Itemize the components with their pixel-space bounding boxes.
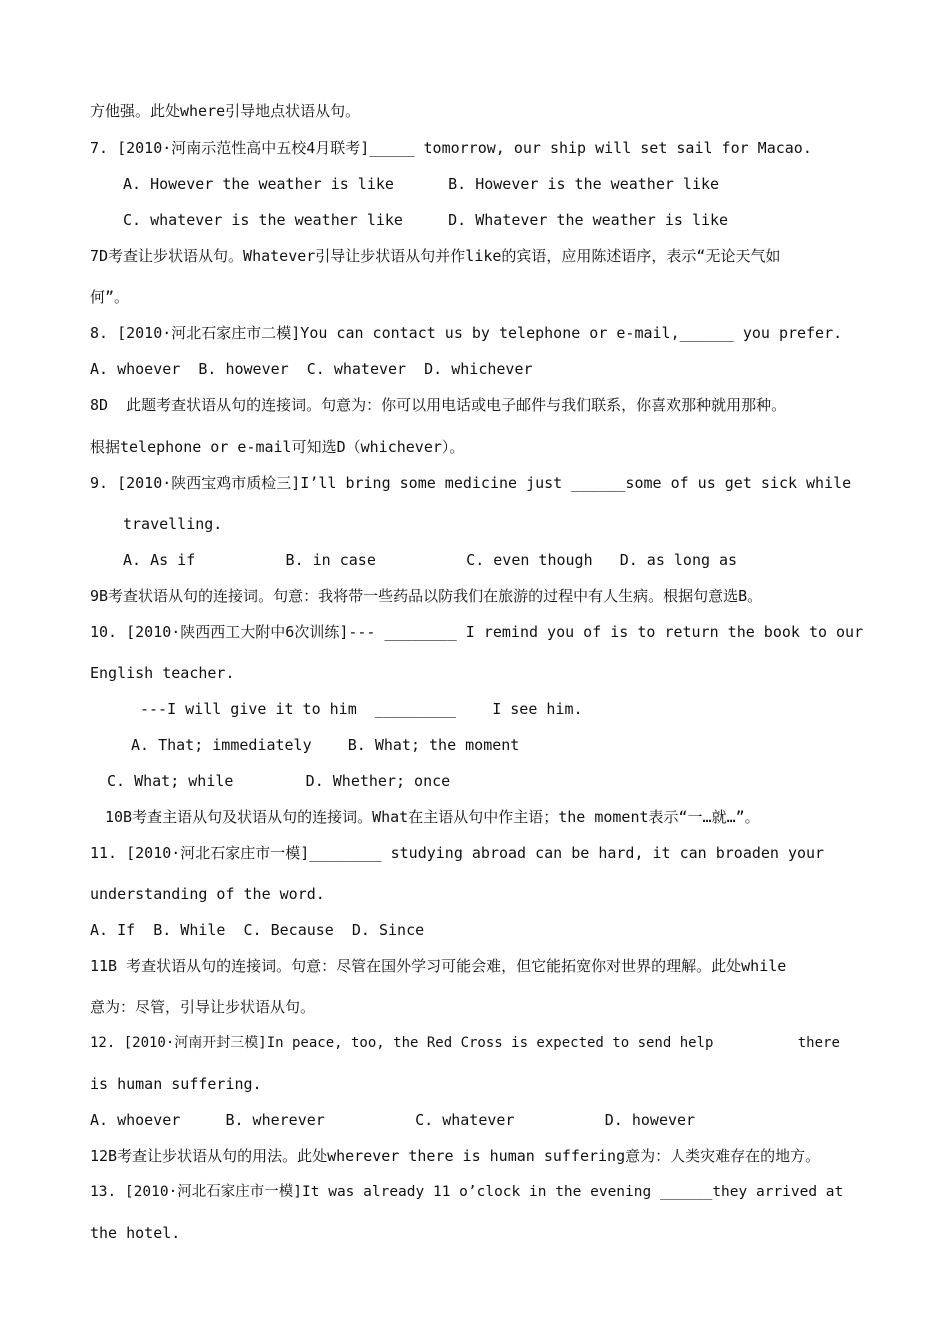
question-10-reply: ---I will give it to him _________ I see him. <box>140 700 583 718</box>
question-9: 9. [2010·陕西宝鸡市质检三]I’ll bring some medicine just ______some of us get sick while <box>90 474 852 492</box>
question-10: 10. [2010·陕西西工大附中6次训练]--- ________ I remind you of is to return the book to our <box>90 623 864 641</box>
question-7: 7. [2010·河南示范性高中五校4月联考]_____ tomorrow, our ship will set sail for Macao. <box>90 139 812 157</box>
question-9-cont: travelling. <box>123 515 223 533</box>
answer-8: 8D 此题考查状语从句的连接词。句意为：你可以用电话或电子邮件与我们联系，你喜欢那种就用那种。 <box>90 396 787 414</box>
question-8: 8. [2010·河北石家庄市二模]You can contact us by telephone or e-mail,______ you prefer. <box>90 324 843 342</box>
question-7-options-ab: A. However the weather is like B. However is the weather like <box>123 175 720 193</box>
question-10-cont: English teacher. <box>90 664 235 682</box>
question-12-cont: is human suffering. <box>90 1075 262 1093</box>
answer-12: 12B考查让步状语从句的用法。此处wherever there is human suffering意为：人类灾难存在的地方。 <box>90 1147 821 1165</box>
question-11-cont: understanding of the word. <box>90 885 325 903</box>
question-11-options: A. If B. While C. Because D. Since <box>90 921 425 939</box>
question-12: 12. [2010·河南开封三模]In peace, too, the Red Cross is expected to send help there <box>90 1035 840 1051</box>
answer-7: 7D考查让步状语从句。Whatever引导让步状语从句并作like的宾语，应用陈述语序，表示“无论天气如 <box>90 247 781 265</box>
answer-7-cont: 何”。 <box>90 288 130 306</box>
answer-9: 9B考查状语从句的连接词。句意：我将带一些药品以防我们在旅游的过程中有人生病。根据句意选B。 <box>90 587 763 605</box>
question-7-options-cd: C. whatever is the weather like D. Whatever the weather is like <box>123 211 729 229</box>
question-10-options-cd: C. What; while D. Whether; once <box>107 772 451 790</box>
text-line: 方他强。此处where引导地点状语从句。 <box>90 102 361 120</box>
question-8-options: A. whoever B. however C. whatever D. whichever <box>90 360 533 378</box>
question-9-options: A. As if B. in case C. even though D. as long as <box>123 551 738 569</box>
question-13: 13. [2010·河北石家庄市一模]It was already 11 o’clock in the evening ______they arrived at <box>90 1184 844 1200</box>
question-11: 11. [2010·河北石家庄市一模]________ studying abroad can be hard, it can broaden your <box>90 844 825 862</box>
answer-11-cont: 意为：尽管，引导让步状语从句。 <box>90 998 316 1016</box>
answer-8-cont: 根据telephone or e-mail可知选D（whichever）。 <box>90 438 465 456</box>
question-12-options: A. whoever B. wherever C. whatever D. however <box>90 1111 696 1129</box>
question-13-cont: the hotel. <box>90 1224 181 1242</box>
answer-11: 11B 考查状语从句的连接词。句意：尽管在国外学习可能会难，但它能拓宽你对世界的理解。此处while <box>90 957 787 975</box>
answer-10: 10B考查主语从句及状语从句的连接词。What在主语从句中作主语；the moment表示“一…就…”。 <box>105 808 760 826</box>
question-10-options-ab: A. That; immediately B. What; the moment <box>131 736 520 754</box>
